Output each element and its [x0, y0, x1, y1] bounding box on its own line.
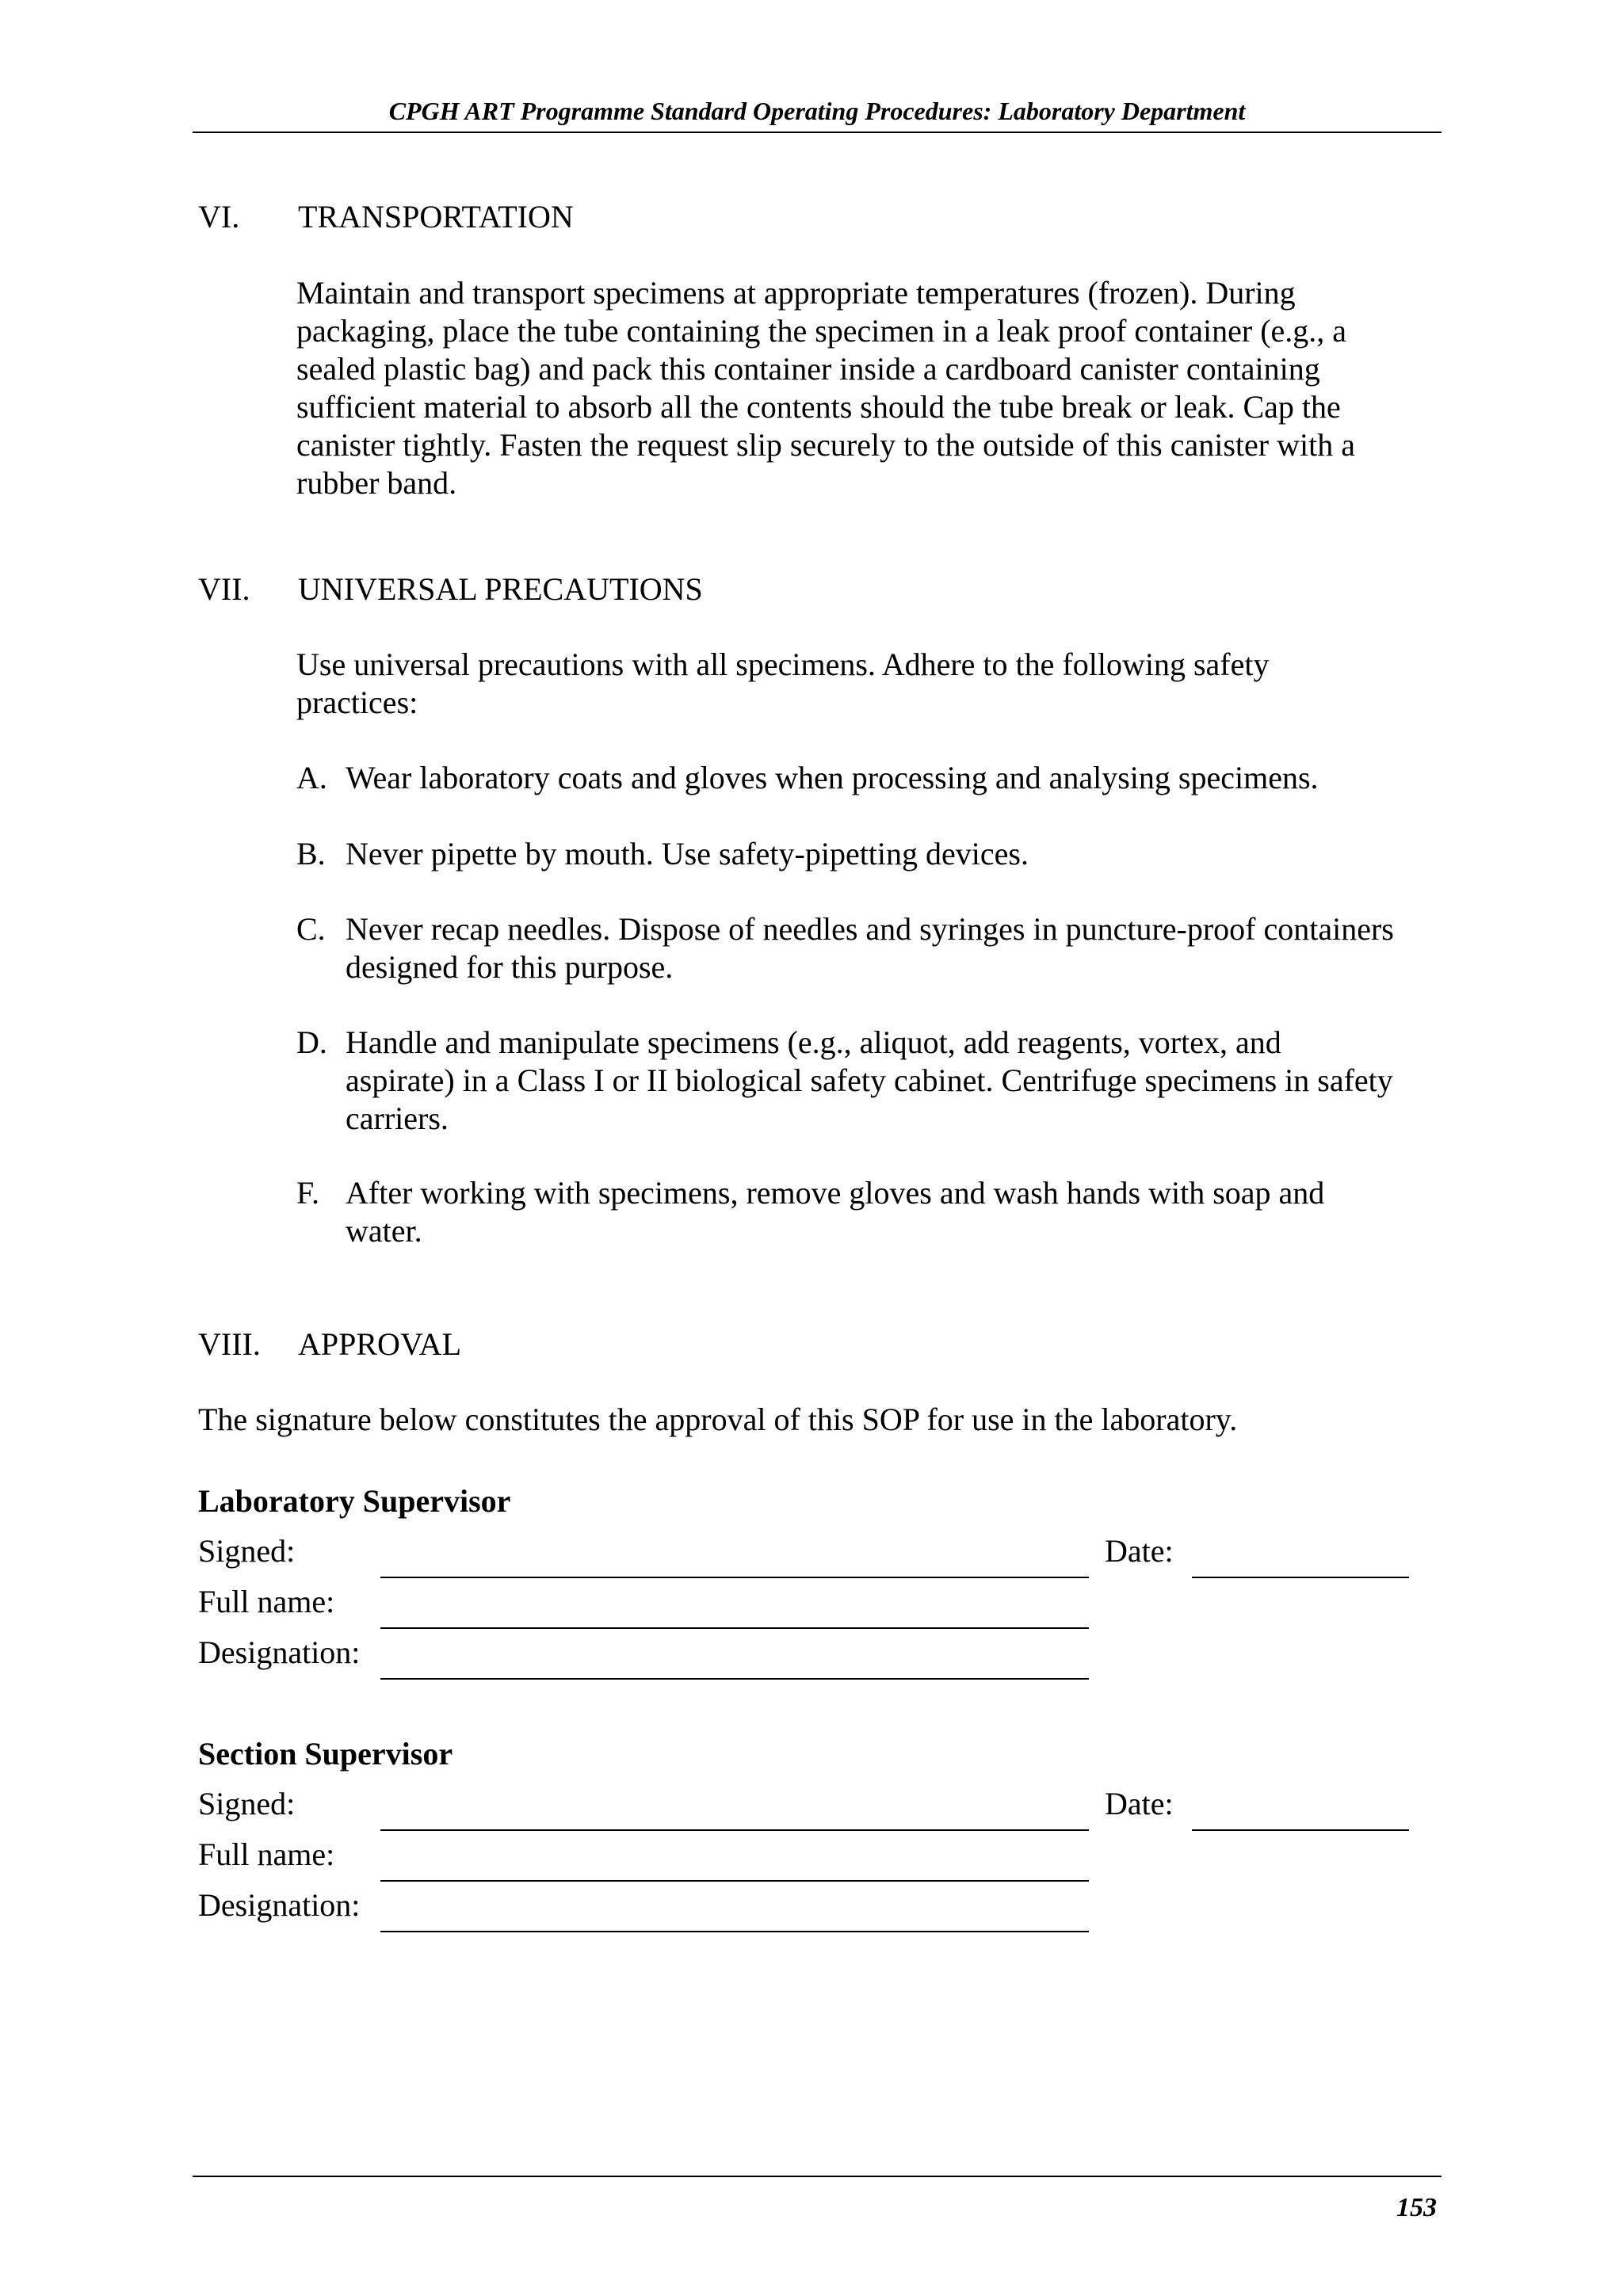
lab-signature-line[interactable] — [380, 1577, 1089, 1578]
list-line: designed for this purpose. — [346, 949, 674, 985]
lab-full-name-line[interactable] — [380, 1627, 1089, 1629]
list-text — [346, 1024, 1455, 1138]
paragraph-line: canister tightly. Fasten the request slip securely to the outside of this canister with a — [296, 427, 1355, 463]
designation-label: Designation: — [198, 1887, 361, 1923]
list-letter: B. — [296, 836, 326, 871]
list-line: Never recap needles. Dispose of needles and syringes in puncture-proof containers — [346, 911, 1394, 947]
full-name-label: Full name: — [198, 1836, 335, 1872]
section-full-name-line[interactable] — [380, 1880, 1089, 1882]
header-rule — [193, 132, 1442, 133]
list-line: Wear laboratory coats and gloves when processing and analysing specimens. — [346, 760, 1319, 795]
list-line: carriers. — [346, 1100, 449, 1136]
designation-label: Designation: — [198, 1634, 361, 1670]
list-text — [346, 835, 1455, 873]
section-number: VIII. — [198, 1326, 261, 1362]
list-text — [346, 910, 1455, 986]
lab-date-line[interactable] — [1192, 1577, 1409, 1578]
lab-supervisor-heading: Laboratory Supervisor — [198, 1483, 511, 1519]
section-title: TRANSPORTATION — [298, 199, 574, 235]
paragraph-line: sufficient material to absorb all the contents should the tube break or leak. Cap the — [296, 389, 1341, 425]
section-date-line[interactable] — [1192, 1829, 1409, 1831]
list-line: Handle and manipulate specimens (e.g., aliquot, add reagents, vortex, and — [346, 1024, 1281, 1060]
paragraph-line: Use universal precautions with all specimens. Adhere to the following safety — [296, 646, 1270, 682]
list-letter: F. — [296, 1175, 320, 1211]
section-number: VI. — [198, 199, 240, 235]
date-label: Date: — [1105, 1533, 1174, 1569]
list-letter: C. — [296, 911, 326, 947]
lab-designation-line[interactable] — [380, 1678, 1089, 1680]
section-number: VII. — [198, 571, 250, 607]
list-line: After working with specimens, remove gloves and wash hands with soap and — [346, 1175, 1325, 1211]
paragraph-line: rubber band. — [296, 465, 457, 501]
list-line: aspirate) in a Class I or II biological safety cabinet. Centrifuge specimens in safety — [346, 1062, 1393, 1098]
full-name-label: Full name: — [198, 1584, 335, 1619]
section-designation-line[interactable] — [380, 1931, 1089, 1932]
transportation-paragraph — [296, 274, 1453, 502]
precautions-intro — [296, 646, 1453, 722]
paragraph-line: packaging, place the tube containing the specimen in a leak proof container (e.g., a — [296, 313, 1347, 349]
page-number: 153 — [1396, 2193, 1437, 2222]
approval-statement: The signature below constitutes the approval of this SOP for use in the laboratory. — [198, 1402, 1238, 1437]
list-text — [346, 1174, 1455, 1250]
page-header: CPGH ART Programme Standard Operating Procedures: Laboratory Department — [388, 97, 1246, 125]
footer-rule — [193, 2176, 1442, 2177]
list-text — [346, 759, 1455, 797]
date-label: Date: — [1105, 1786, 1174, 1821]
signed-label: Signed: — [198, 1533, 296, 1569]
signed-label: Signed: — [198, 1786, 296, 1821]
paragraph-line: Maintain and transport specimens at appropriate temperatures (frozen). During — [296, 275, 1296, 311]
list-line: Never pipette by mouth. Use safety-pipetting devices. — [346, 836, 1029, 871]
section-title: APPROVAL — [298, 1326, 461, 1362]
paragraph-line: practices: — [296, 685, 418, 720]
paragraph-line: sealed plastic bag) and pack this container inside a cardboard canister containing — [296, 351, 1320, 387]
list-letter: D. — [296, 1024, 327, 1060]
section-title: UNIVERSAL PRECAUTIONS — [298, 571, 703, 607]
list-letter: A. — [296, 760, 327, 795]
list-line: water. — [346, 1213, 422, 1249]
section-signature-line[interactable] — [380, 1829, 1089, 1831]
section-supervisor-heading: Section Supervisor — [198, 1736, 453, 1772]
